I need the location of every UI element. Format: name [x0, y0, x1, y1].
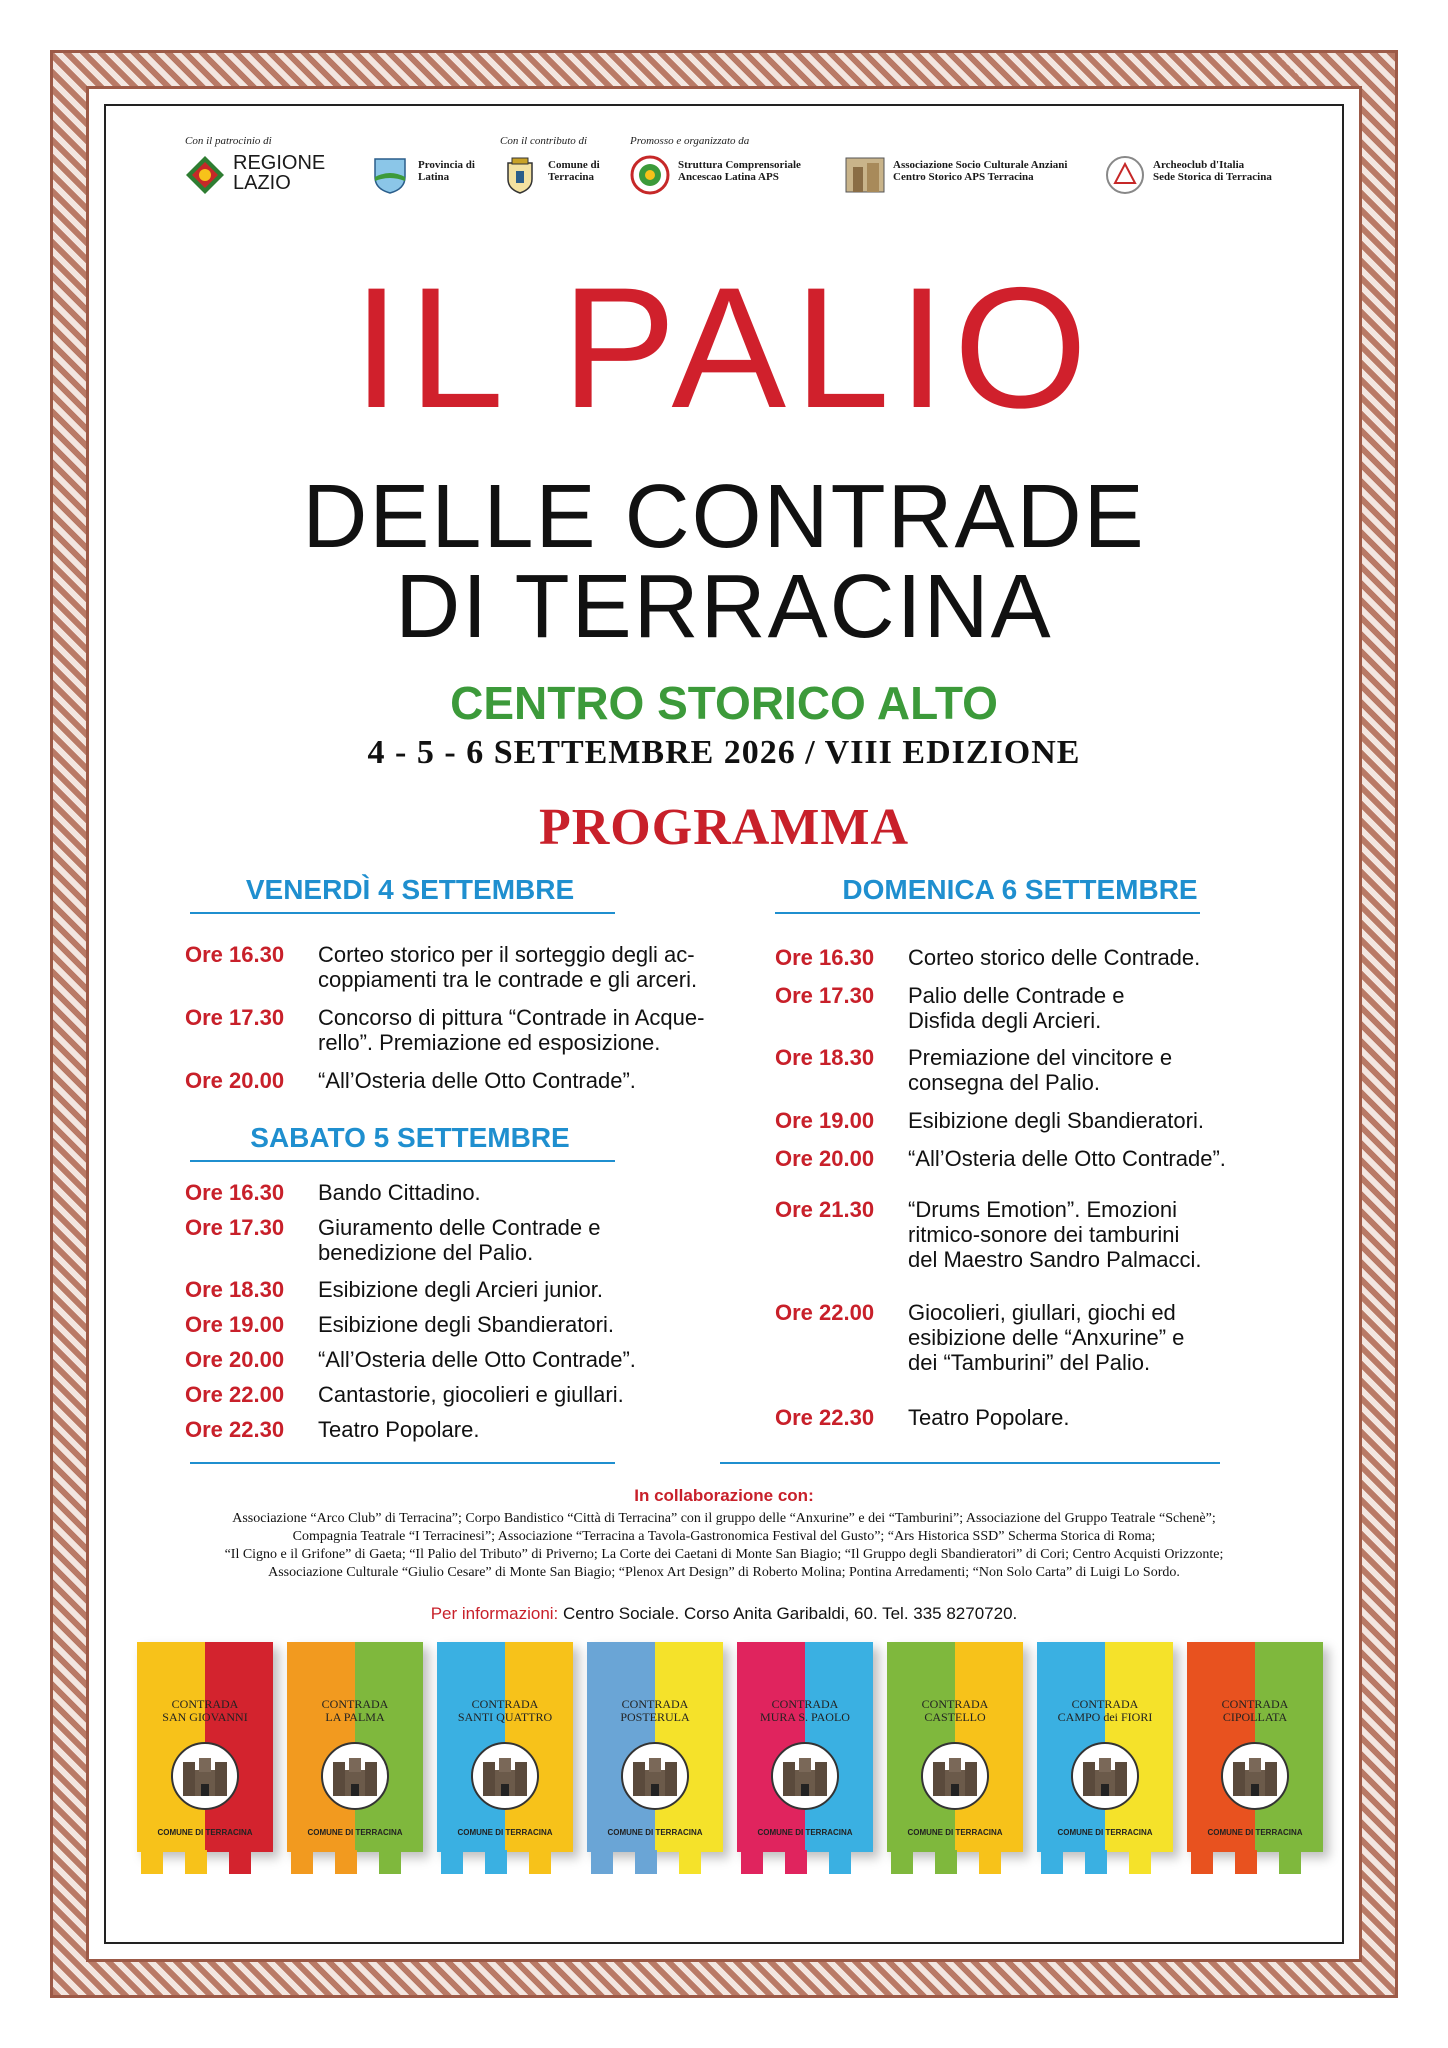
castle-icon	[173, 1744, 237, 1808]
contrada-banner	[437, 1642, 573, 1872]
contrada-banner	[137, 1642, 273, 1872]
event-line: “All’Osteria delle Otto Contrade”.	[318, 1068, 636, 1093]
banner-tab	[785, 1850, 807, 1874]
comune-line1: Comune di	[548, 159, 600, 171]
event-line: Palio delle Contrade e	[908, 983, 1125, 1008]
castle-seal-icon	[771, 1742, 839, 1810]
banner-comune: COMUNE DI TERRACINA	[157, 1828, 253, 1837]
event-line: ritmico-sonore dei tamburini	[908, 1222, 1180, 1247]
event-line: consegna del Palio.	[908, 1070, 1101, 1095]
contrada-banner	[1037, 1642, 1173, 1872]
banner-tab	[485, 1850, 507, 1874]
banner-tab	[979, 1850, 1001, 1874]
banner-comune: COMUNE DI TERRACINA	[307, 1828, 403, 1837]
banner-tab	[335, 1850, 357, 1874]
banner-line2: POSTERULA	[620, 1710, 690, 1724]
banner-tab	[741, 1850, 763, 1874]
day-heading-sunday: DOMENICA 6 SETTEMBRE	[842, 874, 1198, 905]
banner-tab	[185, 1850, 207, 1874]
banner-tab	[679, 1850, 701, 1874]
event-line: Bando Cittadino.	[318, 1180, 481, 1205]
banner-tab	[141, 1850, 163, 1874]
sponsor-archeoclub	[1105, 135, 1285, 205]
event-location: CENTRO STORICO ALTO	[450, 677, 998, 729]
event-line: Teatro Popolare.	[318, 1417, 480, 1442]
archeoclub-logo-icon	[1105, 155, 1145, 195]
banner-line2: CIPOLLATA	[1222, 1710, 1288, 1724]
collab-line: Compagnia Teatrale “I Terracinesi”; Associazione “Terracina a Tavola-Gastronomica Festival del Gusto”; “Ars Historica SSD” Scherma Storica di Roma;	[292, 1529, 1156, 1544]
struttura-line2: Ancescao Latina APS	[678, 171, 779, 183]
event-time: Ore 20.00	[185, 1347, 285, 1372]
banner-tab	[1279, 1850, 1301, 1874]
provincia-text	[418, 159, 475, 183]
day-rule-saturday-bottom	[190, 1462, 615, 1464]
event-line: esibizione delle “Anxurine” e	[908, 1325, 1185, 1350]
banner-tab	[591, 1850, 613, 1874]
banner-tab	[379, 1850, 401, 1874]
banner-line2: MURA S. PAOLO	[760, 1710, 850, 1724]
banner-line1: CONTRADA	[921, 1697, 989, 1711]
event-description	[318, 1005, 704, 1055]
contrada-banner	[587, 1642, 723, 1872]
regione-lazio-logo-icon	[185, 155, 225, 195]
castle-seal-icon	[1221, 1742, 1289, 1810]
banner-name	[291, 1698, 419, 1724]
regione-line1: REGIONE	[233, 152, 326, 174]
poster-subtitle-line1: DELLE CONTRADE	[302, 467, 1146, 567]
info-text: Centro Sociale. Corso Anita Garibaldi, 60. Tel. 335 8270720.	[558, 1604, 1018, 1623]
event-description	[908, 1405, 1069, 1430]
collab-line: Associazione “Arco Club” di Terracina”; Corpo Bandistico “Città di Terracina” con il gruppo delle “Anxurine” e dei “Tamburini”; Associazione del Gruppo Teatrale “Schenè”;	[232, 1511, 1216, 1526]
sponsor-associazione-anziani	[845, 135, 1068, 205]
contrada-banner	[887, 1642, 1023, 1872]
banner-line1: CONTRADA	[771, 1697, 839, 1711]
event-time: Ore 22.00	[185, 1382, 285, 1407]
event-line: Premiazione del vincitore e	[908, 1045, 1173, 1070]
castle-seal-icon	[321, 1742, 389, 1810]
castle-seal-icon	[471, 1742, 539, 1810]
event-description	[318, 1312, 614, 1337]
associazione-text	[893, 159, 1067, 183]
promosso-caption: Promosso e organizzato da	[630, 135, 750, 147]
event-line: Giuramento delle Contrade e	[318, 1215, 601, 1240]
banner-tab	[529, 1850, 551, 1874]
event-line: Corteo storico delle Contrade.	[908, 945, 1201, 970]
banner-comune: COMUNE DI TERRACINA	[457, 1828, 553, 1837]
event-time: Ore 18.30	[185, 1277, 285, 1302]
contributo-caption: Con il contributo di	[500, 135, 588, 147]
day-heading-saturday: SABATO 5 SETTEMBRE	[250, 1122, 570, 1153]
castle-seal-icon	[621, 1742, 689, 1810]
banner-name	[591, 1698, 719, 1724]
contrada-banner	[1187, 1642, 1323, 1872]
event-line: “Drums Emotion”. Emozioni	[908, 1197, 1177, 1222]
event-line: rello”. Premiazione ed esposizione.	[318, 1030, 661, 1055]
banner-tabs	[887, 1850, 1023, 1874]
day-rule-saturday	[190, 1160, 615, 1162]
archeo-line1: Archeoclub d'Italia	[1153, 159, 1245, 171]
banner-name	[741, 1698, 869, 1724]
banner-comune: COMUNE DI TERRACINA	[907, 1828, 1003, 1837]
castle-icon	[623, 1744, 687, 1808]
banner-line1: CONTRADA	[471, 1697, 539, 1711]
castle-seal-icon	[171, 1742, 239, 1810]
banner-comune: COMUNE DI TERRACINA	[1057, 1828, 1153, 1837]
associazione-line2: Centro Storico APS Terracina	[893, 171, 1034, 183]
castle-seal-icon	[1071, 1742, 1139, 1810]
event-line: Esibizione degli Arcieri junior.	[318, 1277, 603, 1302]
provincia-line2: Latina	[418, 171, 450, 183]
banner-tabs	[587, 1850, 723, 1874]
banner-tabs	[1187, 1850, 1323, 1874]
event-description	[908, 945, 1200, 970]
banner-line2: SANTI QUATTRO	[457, 1710, 553, 1724]
event-line: Teatro Popolare.	[908, 1405, 1070, 1430]
event-time: Ore 22.30	[185, 1417, 285, 1442]
banner-name	[891, 1698, 1019, 1724]
info-label: Per informazioni:	[430, 1604, 559, 1623]
castle-icon	[923, 1744, 987, 1808]
banner-line1: CONTRADA	[171, 1697, 239, 1711]
banner-name	[1041, 1698, 1169, 1724]
banner-line2: SAN GIOVANNI	[162, 1710, 248, 1724]
event-time: Ore 19.00	[775, 1108, 875, 1133]
banner-comune: COMUNE DI TERRACINA	[1207, 1828, 1303, 1837]
banner-tabs	[737, 1850, 873, 1874]
sponsor-ancescao	[630, 135, 810, 205]
event-description	[908, 1197, 1201, 1272]
event-line: coppiamenti tra le contrade e gli arceri.	[318, 967, 698, 992]
event-line: “All’Osteria delle Otto Contrade”.	[908, 1146, 1226, 1171]
event-time: Ore 17.30	[775, 983, 875, 1008]
comune-line2: Terracina	[548, 171, 595, 183]
collab-line: Associazione Culturale “Giulio Cesare” di Monte San Biagio; “Plenox Art Design” di Roberto Molina; Pontina Arredamenti; “Non Solo Carta” di Luigi Lo Sordo.	[268, 1565, 1180, 1580]
banner-tab	[1129, 1850, 1151, 1874]
banner-tab	[1191, 1850, 1213, 1874]
poster-title: IL PALIO	[352, 252, 1096, 444]
day-rule-sunday-bottom	[720, 1462, 1220, 1464]
event-description	[318, 1180, 481, 1205]
banner-tab	[935, 1850, 957, 1874]
event-time: Ore 16.30	[775, 945, 875, 970]
info-line	[0, 1604, 1448, 1624]
banner-tab	[635, 1850, 657, 1874]
event-time: Ore 22.30	[775, 1405, 875, 1430]
event-dates: 4 - 5 - 6 SETTEMBRE 2026 / VIII EDIZIONE	[367, 734, 1081, 771]
castle-icon	[1223, 1744, 1287, 1808]
banner-line2: CASTELLO	[924, 1710, 986, 1724]
banner-tab	[1235, 1850, 1257, 1874]
event-time: Ore 18.30	[775, 1045, 875, 1070]
event-line: Cantastorie, giocolieri e giullari.	[318, 1382, 624, 1407]
banner-comune: COMUNE DI TERRACINA	[607, 1828, 703, 1837]
archeo-line2: Sede Storica di Terracina	[1153, 171, 1272, 183]
comune-terracina-crest-icon	[500, 155, 540, 195]
provincia-latina-shield-icon	[370, 155, 410, 195]
banner-tab	[441, 1850, 463, 1874]
event-description	[318, 1068, 636, 1093]
ancescao-logo-icon	[630, 155, 670, 195]
event-line: Giocolieri, giullari, giochi ed	[908, 1300, 1176, 1325]
event-time: Ore 17.30	[185, 1005, 285, 1030]
day-heading-friday: VENERDÌ 4 SETTEMBRE	[245, 874, 575, 905]
event-description	[908, 1146, 1226, 1171]
event-time: Ore 22.00	[775, 1300, 875, 1325]
sponsor-row	[185, 135, 1295, 205]
castle-icon	[773, 1744, 837, 1808]
sponsor-comune-terracina	[500, 135, 610, 205]
event-description	[318, 1347, 636, 1372]
banner-line1: CONTRADA	[621, 1697, 689, 1711]
banner-line2: LA PALMA	[325, 1710, 385, 1724]
event-line: dei “Tamburini” del Palio.	[908, 1350, 1151, 1375]
event-time: Ore 20.00	[775, 1146, 875, 1171]
patrocinio-caption: Con il patrocinio di	[185, 135, 272, 147]
contrada-banner	[287, 1642, 423, 1872]
provincia-line1: Provincia di	[418, 159, 475, 171]
banner-name	[441, 1698, 569, 1724]
banner-line1: CONTRADA	[1221, 1697, 1289, 1711]
castle-icon	[1073, 1744, 1137, 1808]
sponsor-regione-lazio	[185, 135, 335, 205]
banner-tab	[1041, 1850, 1063, 1874]
event-description	[318, 1417, 479, 1442]
event-description	[908, 1300, 1184, 1375]
banner-tab	[1085, 1850, 1107, 1874]
banner-tab	[891, 1850, 913, 1874]
day-rule-friday	[190, 912, 615, 914]
banner-tab	[291, 1850, 313, 1874]
event-line: Corteo storico per il sorteggio degli ac-	[318, 942, 695, 967]
archeoclub-text	[1153, 159, 1272, 183]
castle-icon	[473, 1744, 537, 1808]
banner-comune: COMUNE DI TERRACINA	[757, 1828, 853, 1837]
programma-heading: PROGRAMMA	[538, 799, 910, 856]
event-line: Esibizione degli Sbandieratori.	[318, 1312, 614, 1337]
event-time: Ore 19.00	[185, 1312, 285, 1337]
regione-lazio-text	[233, 153, 325, 193]
event-description	[908, 983, 1124, 1033]
regione-line2: LAZIO	[233, 172, 291, 194]
event-description	[318, 1277, 603, 1302]
banner-name	[141, 1698, 269, 1724]
banner-name	[1191, 1698, 1319, 1724]
banner-tab	[229, 1850, 251, 1874]
sponsor-provincia-latina	[370, 135, 480, 205]
banner-line1: CONTRADA	[321, 1697, 389, 1711]
day-rule-sunday	[775, 912, 1200, 914]
banner-tabs	[137, 1850, 273, 1874]
associazione-line1: Associazione Socio Culturale Anziani	[893, 159, 1068, 171]
associazione-photo-icon	[845, 155, 885, 195]
collab-list	[140, 1510, 1308, 1582]
banner-line2: CAMPO dei FIORI	[1057, 1710, 1153, 1724]
event-line: “All’Osteria delle Otto Contrade”.	[318, 1347, 636, 1372]
event-description	[318, 1215, 601, 1265]
castle-icon	[323, 1744, 387, 1808]
event-time: Ore 17.30	[185, 1215, 285, 1240]
event-description	[908, 1045, 1172, 1095]
poster-subtitle-line2: DI TERRACINA	[395, 557, 1053, 657]
comune-text	[548, 159, 600, 183]
castle-seal-icon	[921, 1742, 989, 1810]
event-time: Ore 20.00	[185, 1068, 285, 1093]
event-line: benedizione del Palio.	[318, 1240, 534, 1265]
banner-tab	[829, 1850, 851, 1874]
event-line: Concorso di pittura “Contrade in Acque-	[318, 1005, 705, 1030]
collab-heading: In collaborazione con:	[634, 1486, 814, 1505]
banner-tabs	[437, 1850, 573, 1874]
banner-line1: CONTRADA	[1071, 1697, 1139, 1711]
event-line: Esibizione degli Sbandieratori.	[908, 1108, 1204, 1133]
contrada-banner	[737, 1642, 873, 1872]
event-time: Ore 16.30	[185, 1180, 285, 1205]
banner-tabs	[287, 1850, 423, 1874]
event-description	[318, 1382, 624, 1407]
event-time: Ore 16.30	[185, 942, 285, 967]
collab-line: “Il Cigno e il Grifone” di Gaeta; “Il Palio del Tributo” di Priverno; La Corte dei Caetani di Monte San Biagio; “Il Gruppo degli Sbandieratori” di Cori; Centro Acquisti Orizzonte;	[224, 1547, 1224, 1562]
event-line: Disfida degli Arcieri.	[908, 1008, 1102, 1033]
event-description	[908, 1108, 1204, 1133]
event-line: del Maestro Sandro Palmacci.	[908, 1247, 1202, 1272]
ancescao-text	[678, 159, 801, 183]
struttura-line1: Struttura Comprensoriale	[678, 159, 801, 171]
banner-tabs	[1037, 1850, 1173, 1874]
event-description	[318, 942, 697, 992]
event-time: Ore 21.30	[775, 1197, 875, 1222]
